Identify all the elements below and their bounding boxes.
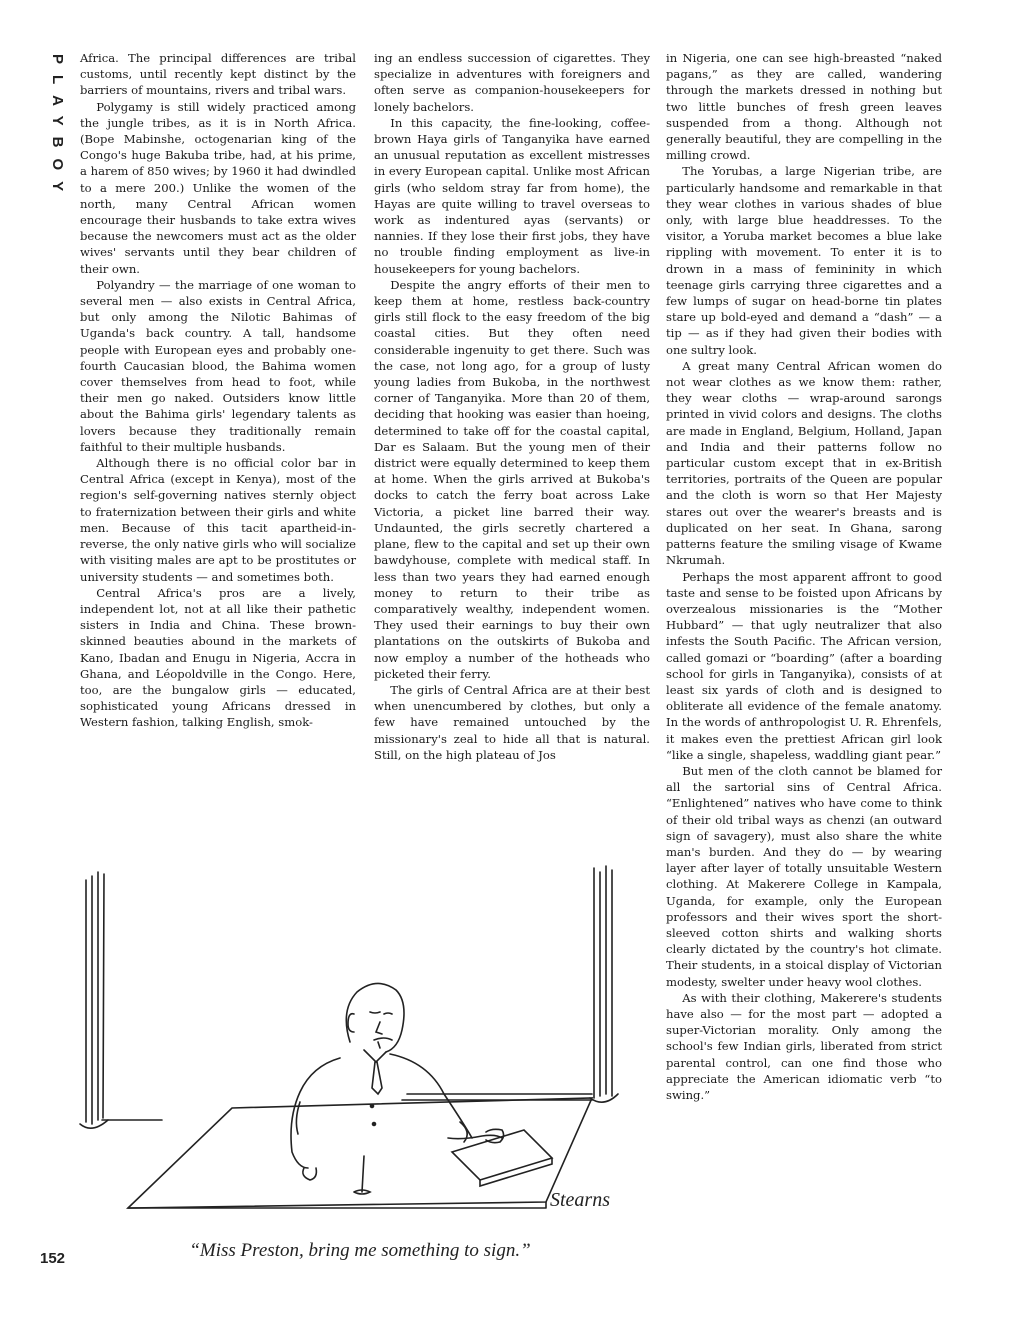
paragraph: In this capacity, the fine-looking, coffee-brown Haya girls of Tanganyika have earned an unusual reputation as excellent mistresses in every European capital. Unlike most African girls (who seldom stray far from home), the Hayas are quite willing to travel overseas to work as indentured ayas (servants) or nannies. If they lose their first jobs, they have no trouble finding employment as live-in housekeepers for young bachelors. (374, 115, 650, 276)
paragraph: Despite the angry efforts of their men to keep them at home, restless back-country girls still flock to the easy freedom of the big coastal cities. But they often need considerable ingenuity to get there. Such was the case, not long ago, for a group of lusty young ladies from Bukoba, in the northwest corner of Tanganyika. More than 20 of them, deciding that hooking was easier than hoeing, determined to take off for the coastal capital, Dar es Salaam. But the young men of their district were equally determined to keep them at home. When the girls arrived at Bukoba's docks to catch the ferry boat across Lake Victoria, a picket line barred their way. Undaunted, the girls secretly chartered a plane, flew to the capital and set up their own bawdyhouse, complete with medical staff. In less than two years they had earned enough money to return to their tribe as comparatively wealthy, independent women. They used their earnings to buy their own plantations on the outskirts of Bukoba and now employ a number of the hotheads who picketed their ferry. (374, 277, 650, 681)
paragraph: Africa. The principal differences are tribal customs, until recently kept distinct by the barriers of mountains, rivers and tribal wars. (80, 51, 356, 98)
paragraph: A great many Central African women do not wear clothes as we know them: rather, they wear cloths — wrap-around sarongs printed in vivid colors and designs. The cloths are made in England, Belgium, Holland, Japan and India and their patterns follow no particular custom except that in ex-British territories, portraits of the Queen are popular and the cloth is worn so that Her Majesty stares out over the wearer's breasts and is duplicated on her seat. In Ghana, sarong patterns feature the smiling visage of Kwame Nkrumah. (666, 358, 942, 568)
article-column-3 (666, 50, 942, 1103)
paragraph: The girls of Central Africa are at their best when unencumbered by clothes, but only a few have remained untouched by the missionary's zeal to hide all that is natural. Still, on the high plateau of Jos (374, 682, 650, 762)
masthead-title: PLAYBOY (49, 54, 66, 203)
paragraph: Although there is no official color bar in Central Africa (except in Kenya), most of the region's self-governing natives sternly object to fraternization between their girls and white men. Because of this tacit apartheid-in-reverse, the only native girls who will socialize with visiting males are apt to be prostitutes or university students — and sometimes both. (80, 456, 356, 584)
paragraph: in Nigeria, one can see high-breasted “naked pagans,” as they are called, wandering through the markets dressed in nothing but two little bunches of fresh green leaves suspended from a thong. Although not generally beautiful, they are compelling in the milling crowd. (666, 51, 942, 163)
article-column-2 (374, 50, 650, 763)
paragraph: Polygamy is still widely practiced among the jungle tribes, as it is in North Africa. (Bope Mabinshe, octogenarian king of the Congo's huge Bakuba tribe, had, at his prime, a harem of 850 wives; by 1960 it had dwindled to a mere 200.) Unlike the women of the north, many Central African women encourage their husbands to take extra wives because the newcomers must act as the older wives' servants until they bear children of their own. (80, 99, 356, 276)
cartoon-caption: “Miss Preston, bring me something to sign.” (189, 1240, 531, 1261)
paragraph: As with their clothing, Makerere's students have also — for the most part — adopted a super-Victorian morality. Only among the school's few Indian girls, liberated from strict parental control, can one find those who appreciate the American idiomatic verb “to swing.” (666, 990, 942, 1102)
paragraph: Perhaps the most apparent affront to good taste and sense to be foisted upon Africans by overzealous missionaries is the “Mother Hubbard” — that ugly neutralizer that also infests the South Pacific. The African version, called gomazi or “boarding” (after a boarding school for girls in Tanganyika), consists of at least six yards of cloth and is designed to obliterate all evidence of the female anatomy. In the words of anthropologist U. R. Ehrenfels, it makes even the prettiest African girl look “like a single, shapeless, waddling giant pear.” (666, 569, 942, 762)
paragraph: The Yorubas, a large Nigerian tribe, are particularly handsome and remarkable in that they wear clothes in various shades of blue only, with large blue headdresses. To the visitor, a Yoruba market becomes a blue lake rippling with movement. To enter it is to drown in a mass of femininity in which teenage girls carrying three cigarettes and a few lumps of sugar on head-borne tin plates stare up bold-eyed and demand a “dash” — a tip — as if they had given their bodies with one sultry look. (666, 164, 942, 357)
article-column-1 (80, 50, 356, 731)
paragraph: Polyandry — the marriage of one woman to several men — also exists in Central Africa, but only among the Nilotic Bahimas of Uganda's back country. A tall, handsome people with European eyes and probably one-fourth Caucasian blood, the Bahima women cover themselves from head to foot, while their men go naked. Outsiders know little about the Bahima girls' legendary talents as lovers because they traditionally remain faithful to their multiple husbands. (80, 277, 356, 454)
paragraph: But men of the cloth cannot be blamed for all the sartorial sins of Central Africa. “Enlightened” natives who have come to think of their old tribal ways as chenzi (an outward sign of savagery), must also share the white man's burden. And they do — by wearing layer after layer of totally unsuitable Western clothing. At Makerere College in Kampala, Uganda, for example, only the European professors and their wives sport the short-sleeved cotton shirts and walking shorts clearly dictated by the country's hot climate. Their students, in a stoical display of Victorian modesty, swelter under heavy wool clothes. (666, 763, 942, 989)
cartoonist-signature: Stearns (550, 1189, 610, 1211)
paragraph: ing an endless succession of cigarettes. They specialize in adventures with foreigners and often serve as companion-housekeepers for lonely bachelors. (374, 51, 650, 114)
paragraph: Central Africa's pros are a lively, independent lot, not at all like their pathetic sisters in India and China. These brown-skinned beauties abound in the markets of Kano, Ibadan and Enugu in Nigeria, Accra in Ghana, and Léopoldville in the Congo. Here, too, are the bungalow girls — educated, sophisticated young Africans dressed in Western fashion, talking English, smok- (80, 585, 356, 730)
cartoon-illustration (72, 862, 648, 1236)
masthead (36, 54, 72, 204)
page-number: 152 (40, 1250, 66, 1267)
